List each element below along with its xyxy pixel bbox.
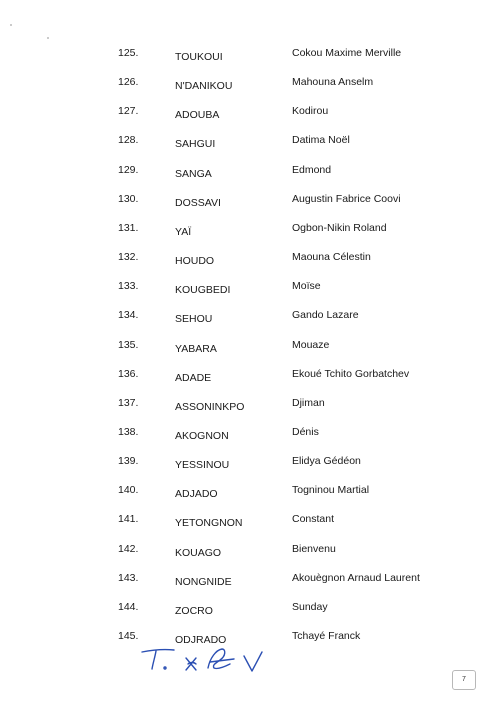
table-row [0, 481, 500, 499]
first-names: Cokou Maxime Merville [292, 47, 402, 59]
surname: AKOGNON [175, 429, 229, 442]
row-number: 128. [118, 134, 139, 147]
surname: SEHOU [175, 313, 213, 326]
row-number: 132. [118, 251, 139, 263]
surname: ADOUBA [175, 109, 220, 122]
table-row [0, 102, 500, 120]
row-number: 143. [118, 571, 139, 584]
row-number: 139. [118, 455, 139, 468]
first-names: Mouaze [292, 338, 330, 351]
surname: TOUKOUI [175, 51, 223, 63]
first-names: Bienvenu [292, 542, 336, 555]
table-row [0, 161, 500, 179]
table-row [0, 569, 500, 587]
first-names: Ekoué Tchito Gorbatchev [292, 367, 410, 380]
table-row [0, 598, 500, 616]
first-names: Constant [292, 513, 335, 526]
first-names: Tchayé Franck [292, 630, 361, 642]
first-names: Togninou Martial [292, 484, 370, 497]
row-number: 137. [118, 396, 139, 409]
initials-signature [140, 644, 280, 674]
row-number: 129. [118, 163, 139, 176]
page-number-box [452, 670, 476, 690]
page-number: 7 [462, 676, 466, 683]
first-names: Maouna Célestin [292, 251, 371, 263]
first-names: Djiman [292, 396, 325, 409]
surname: KOUGBEDI [175, 284, 231, 297]
first-names: Kodirou [292, 105, 329, 118]
first-names: Ogbon-Nikin Roland [292, 221, 387, 234]
table-row [0, 394, 500, 412]
table-row [0, 44, 500, 62]
row-number: 145. [118, 630, 139, 642]
row-number: 126. [118, 76, 139, 89]
row-number: 141. [118, 513, 139, 526]
row-number: 127. [118, 105, 139, 118]
row-number: 142. [118, 542, 139, 555]
table-row [0, 73, 500, 91]
surname: HOUDO [175, 255, 215, 267]
row-number: 138. [118, 425, 139, 438]
row-number: 133. [118, 280, 139, 293]
first-names: Datima Noël [292, 134, 350, 147]
table-row [0, 540, 500, 558]
surname: KOUAGO [175, 546, 222, 559]
surname: SAHGUI [175, 138, 216, 151]
table-row [0, 336, 500, 354]
row-number: 140. [118, 484, 139, 497]
surname: N'DANIKOU [175, 80, 233, 93]
first-names: Sunday [292, 600, 328, 613]
scan-speck [47, 37, 49, 39]
table-row [0, 423, 500, 441]
table-row [0, 131, 500, 149]
first-names: Mahouna Anselm [292, 76, 374, 89]
first-names: Dénis [292, 425, 319, 438]
surname: YABARA [175, 342, 217, 355]
surname: YAÏ [175, 225, 192, 238]
row-number: 130. [118, 192, 139, 205]
table-row [0, 248, 500, 266]
surname: ZOCRO [175, 604, 213, 617]
table-row [0, 219, 500, 237]
row-number: 144. [118, 600, 139, 613]
first-names: Edmond [292, 163, 332, 176]
surname: SANGA [175, 167, 212, 180]
surname: DOSSAVI [175, 196, 221, 209]
surname: ASSONINKPO [175, 400, 245, 413]
first-names: Akouègnon Arnaud Laurent [292, 571, 420, 584]
first-names: Elidya Gédéon [292, 455, 361, 468]
row-number: 136. [118, 367, 139, 380]
surname: YESSINOU [175, 459, 230, 472]
first-names: Gando Lazare [292, 309, 359, 322]
row-number: 125. [118, 47, 139, 59]
first-names: Moïse [292, 280, 321, 293]
table-row [0, 452, 500, 470]
row-number: 134. [118, 309, 139, 322]
surname: YETONGNON [175, 517, 243, 530]
row-number: 131. [118, 221, 139, 234]
surname: ADADE [175, 371, 212, 384]
table-row [0, 627, 500, 645]
surname: ODJRADO [175, 634, 227, 646]
table-row [0, 190, 500, 208]
table-row [0, 306, 500, 324]
surname: ADJADO [175, 488, 218, 501]
row-number: 135. [118, 338, 139, 351]
surname: NONGNIDE [175, 575, 232, 588]
scan-speck [10, 24, 12, 26]
first-names: Augustin Fabrice Coovi [292, 192, 401, 205]
table-row [0, 510, 500, 528]
table-row [0, 365, 500, 383]
table-row [0, 277, 500, 295]
